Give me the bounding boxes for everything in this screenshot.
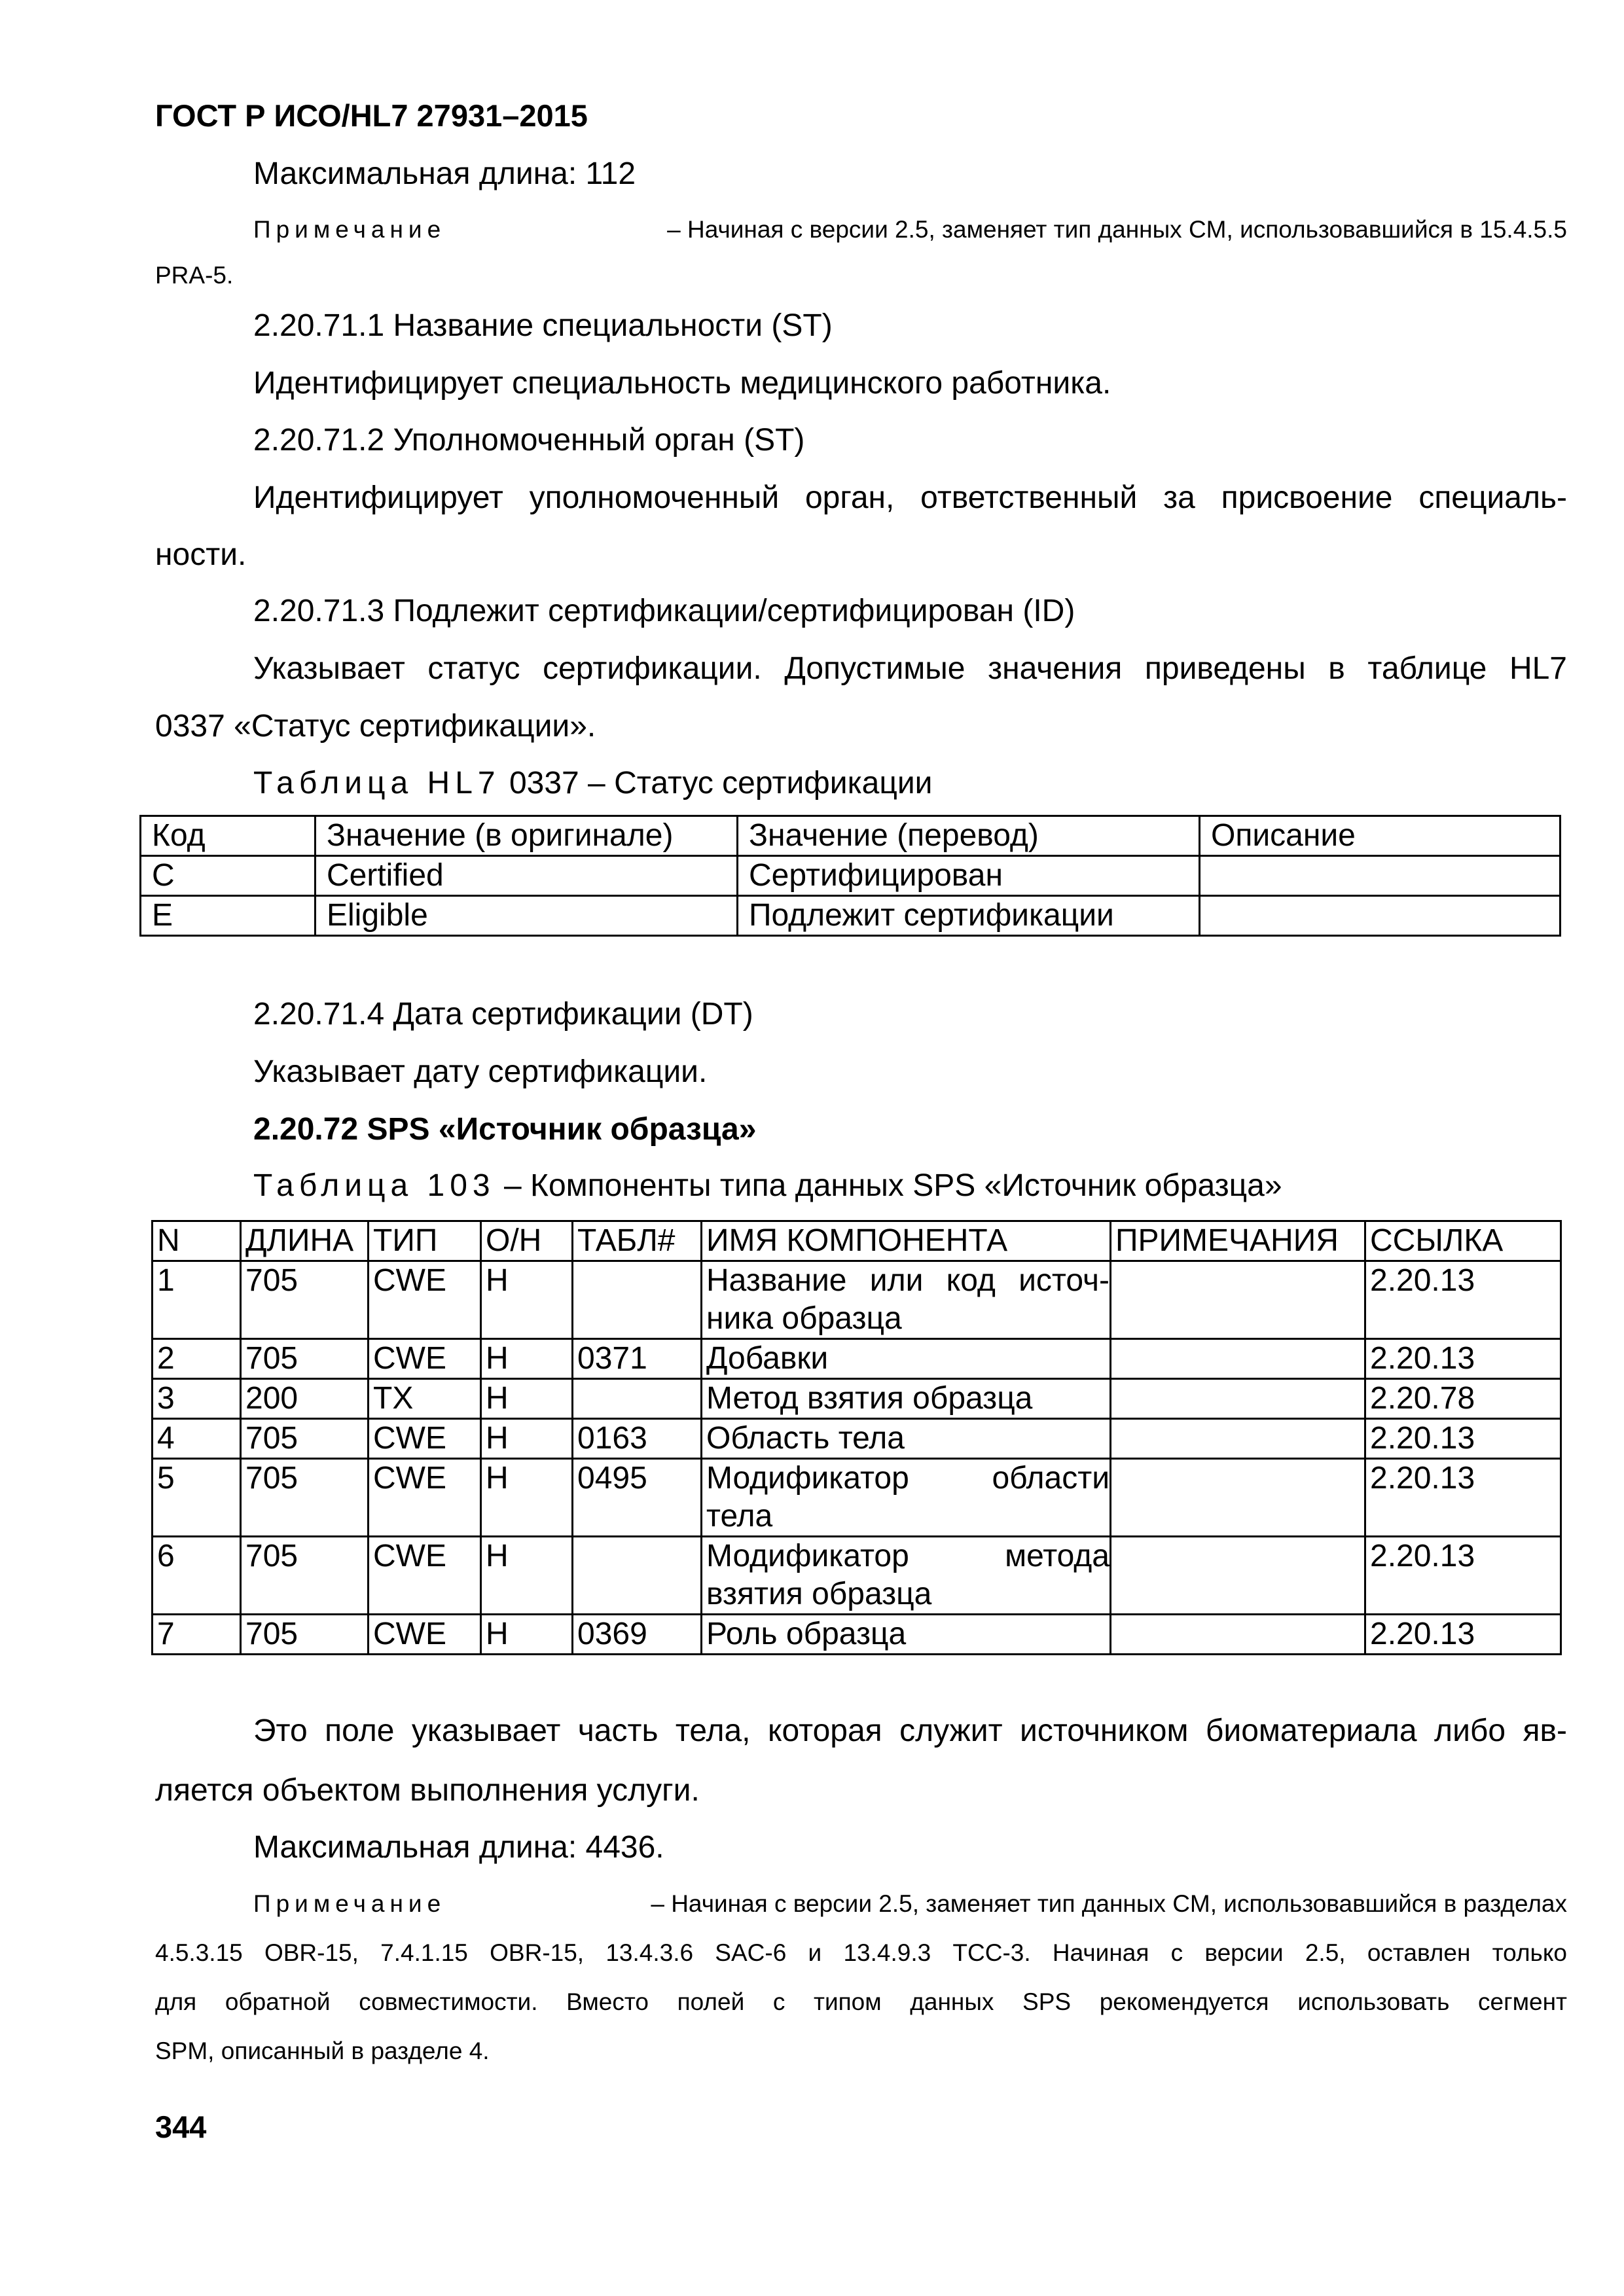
table-2-caption-label: Таблица 103: [253, 1168, 496, 1203]
section-71-3-heading: 2.20.71.3 Подлежит сертификации/сертифицирован (ID): [253, 594, 1075, 628]
table-cell: 705: [241, 1261, 369, 1339]
header-cell: ПРИМЕЧАНИЯ: [1111, 1221, 1365, 1261]
header-cell: О/Н: [481, 1221, 573, 1261]
table-1-caption: [253, 764, 932, 802]
header-cell: ИМЯ КОМПОНЕНТА: [702, 1221, 1111, 1261]
table-cell: 2.20.13: [1365, 1537, 1561, 1615]
table-row: [153, 1615, 1561, 1655]
table-sps-components: [151, 1220, 1562, 1655]
table-cell: [1111, 1261, 1365, 1339]
table-cell: [1111, 1615, 1365, 1655]
sps-paragraph-b: ляется объектом выполнения услуги.: [155, 1773, 700, 1808]
table-certification-status: [139, 815, 1561, 937]
table-cell: C: [141, 856, 316, 896]
table-header-row: [141, 816, 1561, 856]
table-1-caption-label: Таблица HL7: [253, 766, 501, 800]
table-cell: 705: [241, 1339, 369, 1379]
note-2-text-c: для обратной совместимости. Вместо полей с типом данных SPS рекомендуется использовать сегмент: [155, 1988, 1567, 2015]
table-cell: E: [141, 896, 316, 936]
table-cell: 2.20.13: [1365, 1459, 1561, 1537]
header-cell: Значение (перевод): [738, 816, 1200, 856]
header-cell: Значение (в оригинале): [316, 816, 738, 856]
table-cell: Н: [481, 1459, 573, 1537]
table-cell: TX: [369, 1379, 481, 1419]
table-cell: 2.20.13: [1365, 1339, 1561, 1379]
header-cell: Код: [141, 816, 316, 856]
note-2-text-d: SPM, описанный в разделе 4.: [155, 2037, 490, 2064]
table-cell: [1111, 1459, 1365, 1537]
table-cell: [1111, 1339, 1365, 1379]
page-number: 344: [155, 2109, 207, 2144]
table-row: [153, 1339, 1561, 1379]
table-cell: CWE: [369, 1419, 481, 1459]
table-cell: Сертифицирован: [738, 856, 1200, 896]
table-cell: CWE: [369, 1615, 481, 1655]
table-cell: [1111, 1537, 1365, 1615]
table-cell: 4: [153, 1419, 241, 1459]
section-71-1-body: Идентифицирует специальность медицинского работника.: [253, 366, 1111, 401]
table-cell: Метод взятия образца: [702, 1379, 1111, 1419]
table-cell: Подлежит сертификации: [738, 896, 1200, 936]
table-cell: 705: [241, 1615, 369, 1655]
section-71-2-body-b: ности.: [155, 537, 247, 572]
section-71-4-body: Указывает дату сертификации.: [253, 1054, 708, 1089]
table-cell: 2.20.13: [1365, 1261, 1561, 1339]
table-cell: Название или код источ- ника образца: [702, 1261, 1111, 1339]
table-cell: Роль образца: [702, 1615, 1111, 1655]
section-71-3-body-b: 0337 «Статус сертификации».: [155, 709, 596, 744]
section-71-4-heading: 2.20.71.4 Дата сертификации (DT): [253, 997, 753, 1031]
table-row: [141, 856, 1561, 896]
table-cell: 5: [153, 1459, 241, 1537]
note-1-text-a: – Начиная с версии 2.5, заменяет тип данных CM, использовавшийся в 15.4.5.5: [667, 216, 1567, 243]
table-cell: 705: [241, 1419, 369, 1459]
table-cell: 0371: [573, 1339, 702, 1379]
table-cell: [1111, 1419, 1365, 1459]
table-row: [141, 896, 1561, 936]
table-cell: 705: [241, 1459, 369, 1537]
note-2-label: Примечание: [253, 1890, 446, 1917]
table-cell: Н: [481, 1419, 573, 1459]
sps-paragraph-a: Это поле указывает часть тела, которая служит источником биоматериала либо яв-: [253, 1713, 1567, 1748]
table-2-caption: [253, 1167, 1282, 1205]
table-cell: 3: [153, 1379, 241, 1419]
header-cell: ДЛИНА: [241, 1221, 369, 1261]
table-cell: Certified: [316, 856, 738, 896]
table-cell: [573, 1261, 702, 1339]
section-71-3-body-a: Указывает статус сертификации. Допустимые значения приведены в таблице HL7: [253, 651, 1567, 686]
table-header-row: [153, 1221, 1561, 1261]
header-cell: ССЫЛКА: [1365, 1221, 1561, 1261]
table-row: [153, 1379, 1561, 1419]
table-cell: 2: [153, 1339, 241, 1379]
table-cell: Н: [481, 1339, 573, 1379]
table-cell: CWE: [369, 1339, 481, 1379]
table-cell: 705: [241, 1537, 369, 1615]
table-cell: 6: [153, 1537, 241, 1615]
table-cell: 2.20.13: [1365, 1419, 1561, 1459]
table-cell: 7: [153, 1615, 241, 1655]
table-cell: 0369: [573, 1615, 702, 1655]
table-cell: [573, 1537, 702, 1615]
header-cell: ТИП: [369, 1221, 481, 1261]
table-row: [153, 1459, 1561, 1537]
table-cell: Область тела: [702, 1419, 1111, 1459]
table-cell: 2.20.78: [1365, 1379, 1561, 1419]
note-2-text-b: 4.5.3.15 OBR-15, 7.4.1.15 OBR-15, 13.4.3.6 SAC-6 и 13.4.9.3 TCC-3. Начиная с версии 2.5, оставлен только: [155, 1939, 1567, 1966]
table-cell: 0495: [573, 1459, 702, 1537]
note-2-line-a: [253, 1888, 1567, 1920]
header-cell: ТАБЛ#: [573, 1221, 702, 1261]
table-2-caption-text: – Компоненты типа данных SPS «Источник образца»: [503, 1168, 1282, 1203]
note-2-text-a: – Начиная с версии 2.5, заменяет тип данных CM, использовавшийся в разделах: [651, 1890, 1567, 1917]
table-cell: 1: [153, 1261, 241, 1339]
table-cell: Модификатор области тела: [702, 1459, 1111, 1537]
header-cell: N: [153, 1221, 241, 1261]
table-row: [153, 1419, 1561, 1459]
table-cell: [1200, 896, 1561, 936]
note-1-line-a: [253, 214, 1567, 245]
table-cell: Н: [481, 1261, 573, 1339]
table-cell: Н: [481, 1615, 573, 1655]
note-1-label: Примечание: [253, 216, 446, 243]
table-cell: 0163: [573, 1419, 702, 1459]
section-71-1-heading: 2.20.71.1 Название специальности (ST): [253, 308, 833, 343]
section-71-2-heading: 2.20.71.2 Уполномоченный орган (ST): [253, 423, 805, 457]
table-cell: CWE: [369, 1261, 481, 1339]
table-row: [153, 1537, 1561, 1615]
table-cell: [1111, 1379, 1365, 1419]
table-cell: CWE: [369, 1459, 481, 1537]
table-cell: Добавки: [702, 1339, 1111, 1379]
table-row: [153, 1261, 1561, 1339]
table-cell: Н: [481, 1537, 573, 1615]
document-header: ГОСТ Р ИСО/HL7 27931–2015: [155, 98, 588, 133]
table-cell: [1200, 856, 1561, 896]
table-cell: 200: [241, 1379, 369, 1419]
max-length-1: Максимальная длина: 112: [253, 156, 636, 191]
max-length-2: Максимальная длина: 4436.: [253, 1830, 664, 1865]
table-cell: 2.20.13: [1365, 1615, 1561, 1655]
note-1-text-b: PRA-5.: [155, 262, 234, 289]
header-cell: Описание: [1200, 816, 1561, 856]
sps-section-heading: 2.20.72 SPS «Источник образца»: [253, 1112, 757, 1147]
table-cell: [573, 1379, 702, 1419]
table-cell: Модификатор метода взятия образца: [702, 1537, 1111, 1615]
table-cell: Eligible: [316, 896, 738, 936]
table-cell: CWE: [369, 1537, 481, 1615]
section-71-2-body-a: Идентифицирует уполномоченный орган, ответственный за присвоение специаль-: [253, 480, 1567, 515]
table-cell: Н: [481, 1379, 573, 1419]
table-1-caption-text: 0337 – Статус сертификации: [509, 766, 933, 800]
